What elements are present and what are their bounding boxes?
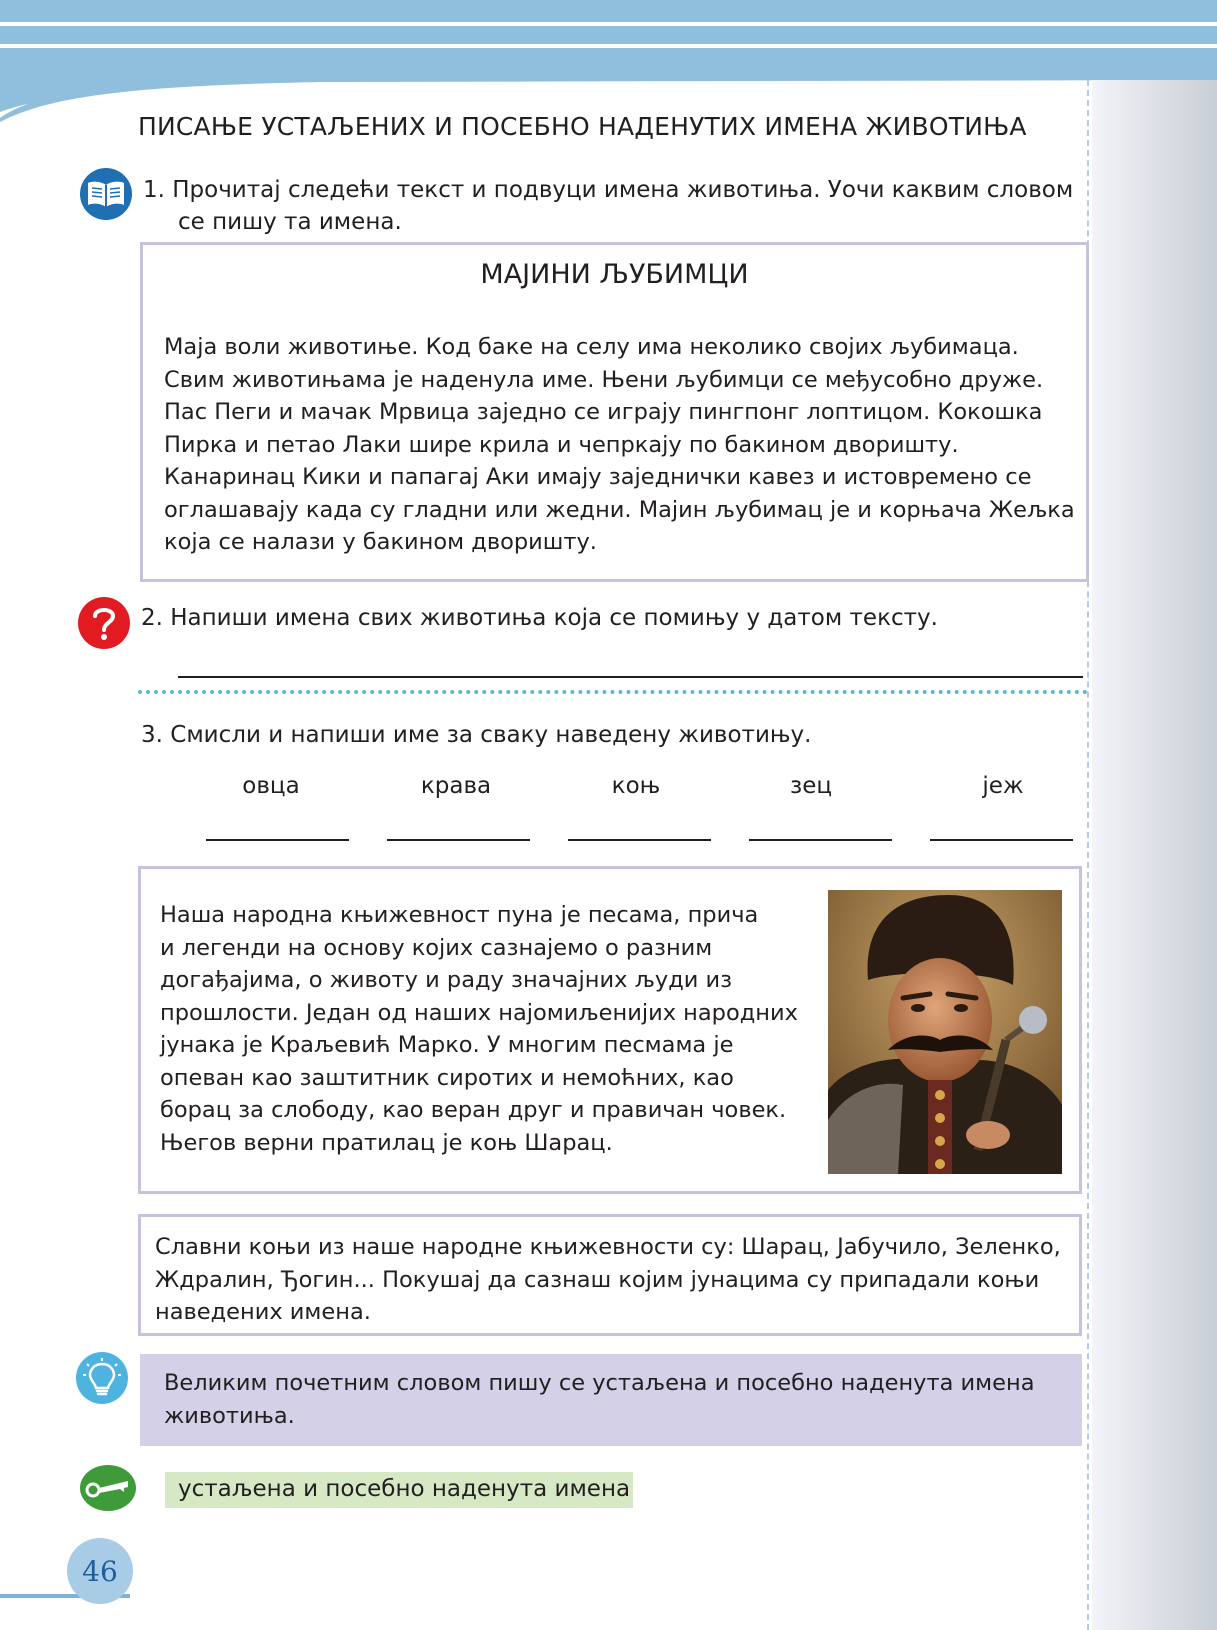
task-3-text: 3. Смисли и напиши име за сваку наведену животињу.	[141, 722, 812, 748]
marko-text	[160, 899, 798, 1159]
story-box	[140, 242, 1089, 582]
story-line: оглашавају када су гладни или жедни. Мајин љубимац је и корњача Жељка	[164, 496, 1075, 523]
page-title: ПИСАЊЕ УСТАЉЕНИХ И ПОСЕБНО НАДЕНУТИХ ИМЕНА ЖИВОТИЊА	[138, 112, 1027, 141]
book-icon	[80, 168, 132, 220]
page-margin-strip	[1092, 80, 1217, 1630]
answer-line[interactable]	[206, 839, 349, 841]
marko-box	[138, 866, 1082, 1194]
story-line: која се налази у бакином дворишту.	[164, 529, 597, 555]
question-icon	[78, 597, 130, 649]
horses-box	[138, 1214, 1082, 1336]
marko-line: јунака је Краљевић Марко. У многим песмама је	[160, 1032, 734, 1058]
header-stripe	[0, 22, 1217, 26]
story-text	[164, 331, 1075, 559]
horses-line: Славни коњи из наше народне књижевности су: Шарац, Јабучило, Зеленко,	[155, 1234, 1061, 1260]
key-term-box	[165, 1472, 633, 1508]
story-title: МАЈИНИ ЉУБИМЦИ	[480, 259, 749, 290]
animal-label: крава	[420, 773, 492, 799]
key-term: устаљена и посебно наденута имена	[178, 1476, 631, 1502]
marko-line: опеван као заштитник сиротих и немоћних, као	[160, 1064, 734, 1091]
answer-line[interactable]	[568, 839, 711, 841]
task-1-line-1: 1. Прочитај следећи текст и подвуци имена животиња. Уочи каквим словом	[143, 177, 1074, 203]
story-line: Свим животињама је наденула име. Њени љубимци се међусобно друже.	[164, 366, 1044, 393]
rule-box	[140, 1354, 1082, 1446]
rule-line: Великим почетним словом пишу се устаљена и посебно наденута имена	[164, 1370, 1035, 1396]
horses-text	[155, 1231, 1061, 1329]
header-stripe	[0, 44, 1217, 48]
marko-line: и легенди на основу којих сазнајемо о разним	[160, 934, 713, 961]
rule-text	[164, 1367, 1034, 1432]
section-divider	[138, 690, 1088, 694]
animal-label: зец	[789, 773, 833, 799]
story-line: Пирка и петао Лаки шире крила и чепркају по бакином дворишту.	[164, 431, 959, 458]
animal-label: јеж	[982, 773, 1024, 799]
story-line: Пас Пеги и мачак Мрвица заједно се играју пингпонг лоптицом. Кокошка	[164, 399, 1043, 425]
lightbulb-icon	[76, 1352, 128, 1404]
answer-line[interactable]	[178, 676, 1083, 678]
rule-line: животиња.	[164, 1402, 295, 1429]
marko-portrait	[828, 890, 1062, 1174]
marko-line: догађајима, о животу и раду значајних људи из	[160, 967, 733, 993]
horses-line: Ждралин, Ђогин... Покушај да сазнаш којим јунацима су припадали коњи	[155, 1266, 1040, 1293]
answer-line[interactable]	[387, 839, 530, 841]
key-icon	[80, 1465, 136, 1511]
horses-line: наведених имена.	[155, 1299, 371, 1325]
story-line: Канаринац Кики и папагај Аки имају заједнички кавез и истовремено се	[164, 464, 1032, 490]
animal-label: коњ	[611, 773, 661, 799]
task-1-line-2: се пишу та имена.	[178, 209, 402, 235]
answer-line[interactable]	[749, 839, 892, 841]
marko-line: Његов верни пратилац је коњ Шарац.	[160, 1129, 613, 1156]
story-line: Маја воли животиње. Код баке на селу има неколико својих љубимаца.	[164, 334, 1019, 360]
marko-line: борац за слободу, као веран друг и правичан човек.	[160, 1097, 787, 1123]
animal-label: овца	[242, 773, 300, 799]
marko-line: прошлости. Један од наших најомиљенијих народних	[160, 999, 798, 1026]
answer-line[interactable]	[930, 839, 1073, 841]
page-number: 46	[67, 1538, 133, 1604]
marko-line: Наша народна књижевност пуна је песама, прича	[160, 902, 759, 928]
task-2-text: 2. Напиши имена свих животиња која се помињу у датом тексту.	[141, 605, 938, 631]
